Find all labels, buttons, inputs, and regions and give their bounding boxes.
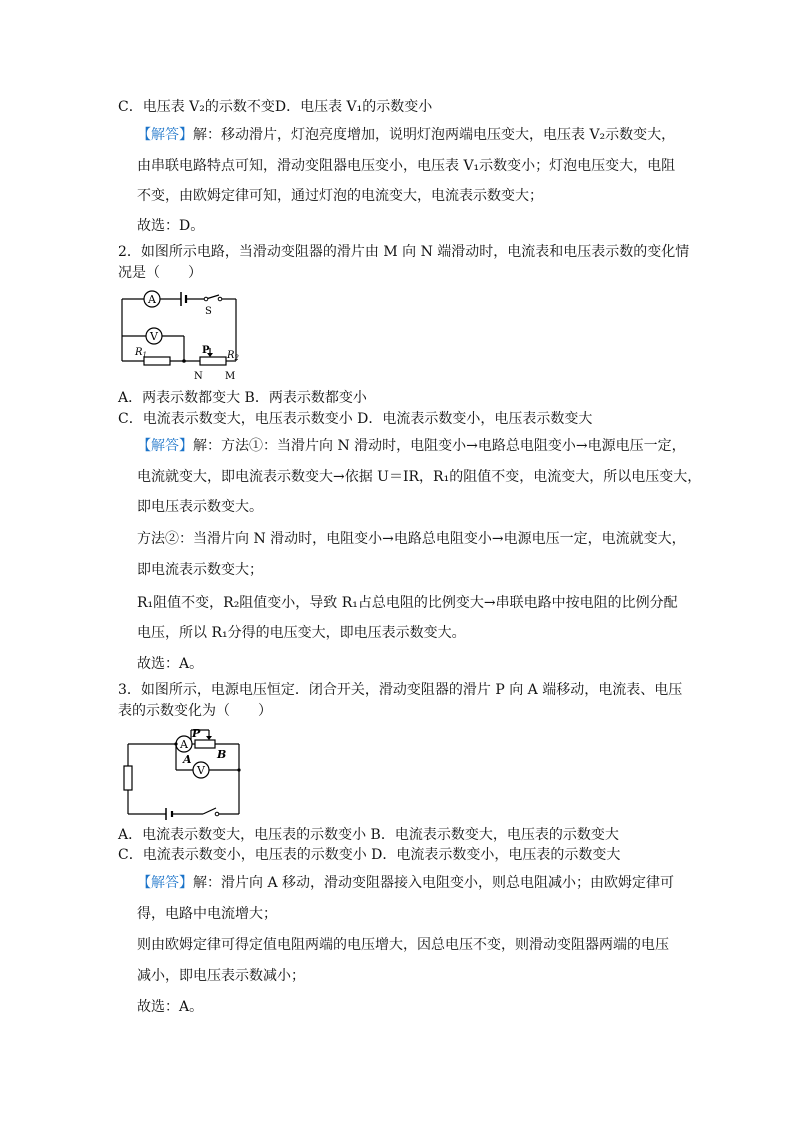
q2-answer-line-5: 即电流表示数变大； <box>137 562 263 578</box>
voltmeter-label: V <box>150 330 158 343</box>
slider-label: P <box>192 727 201 740</box>
q3-option-cd: C．电流表示数变小，电压表的示数变小 D．电流表示数变小，电压表的示数变大 <box>118 847 621 863</box>
q2-stem-line-2: 况是（ ） <box>118 265 202 281</box>
q2-answer-line-3: 即电压表示数变大。 <box>137 499 263 515</box>
answer-tag: 【解答】 <box>137 127 193 143</box>
ammeter-label: A <box>180 738 188 751</box>
answer-tag: 【解答】 <box>137 875 193 891</box>
q1-answer-line-2: 由串联电路特点可知，滑动变阻器电压变小，电压表 V₁示数变小；灯泡电压变大，电阻 <box>137 158 676 174</box>
q2-answer-line-4: 方法②：当滑片向 N 滑动时，电阻变小→电路总电阻变小→电源电压一定，电流就变大， <box>137 531 686 547</box>
r2-label: $R_2$ <box>227 350 239 362</box>
voltmeter-label: V <box>197 764 205 777</box>
q1-answer-line-3: 不变，由欧姆定律可知，通过灯泡的电流变大，电流表示数变大； <box>137 188 543 204</box>
q2-option-ab: A．两表示数都变大 B．两表示数都变小 <box>118 390 367 406</box>
q3-answer-line-4: 减小，即电压表示数减小； <box>137 968 305 984</box>
slider-label: P <box>202 345 210 356</box>
q3-circuit-diagram <box>120 722 250 820</box>
switch-label: S <box>205 306 212 317</box>
q1-option-cd: C．电压表 V₂的示数不变D．电压表 V₁的示数变小 <box>118 99 433 115</box>
q2-answer-line-1: 【解答】解：方法①：当滑片向 N 滑动时，电阻变小→电路总电阻变小→电源电压一定， <box>137 438 686 454</box>
q3-answer-line-1: 【解答】解：滑片向 A 移动，滑动变阻器接入电阻变小，则总电阻减小；由欧姆定律可 <box>137 875 675 891</box>
q3-answer-line-3: 则由欧姆定律可得定值电阻两端的电压增大，因总电压不变，则滑动变阻器两端的电压 <box>137 937 669 953</box>
q2-answer-line-7: 电压，所以 R₁分得的电压变大，即电压表示数变大。 <box>137 625 466 641</box>
q2-option-cd: C．电流表示数变大，电压表示数变小 D．电流表示数变小，电压表示数变大 <box>118 411 593 427</box>
ammeter-label: A <box>148 293 156 306</box>
answer-tag: 【解答】 <box>137 438 193 454</box>
r1-label: $R_1$ <box>135 347 147 359</box>
q3-option-ab: A．电流表示数变大，电压表的示数变小 B．电流表示数变大，电压表的示数变大 <box>118 827 619 843</box>
q2-answer-line-2: 电流就变大，即电流表示数变大→依据 U＝IR，R₁的阻值不变，电流变大，所以电压变大， <box>137 469 702 485</box>
q1-answer-line-1: 【解答】解：移动滑片，灯泡亮度增加，说明灯泡两端电压变大，电压表 V₂示数变大， <box>137 127 676 143</box>
q2-answer-line-6: R₁阻值不变，R₂阻值变小，导致 R₁占总电阻的比例变大→串联电路中按电阻的比例分配 <box>137 595 678 611</box>
q2-circuit-diagram <box>115 286 250 386</box>
end-n-label: N <box>194 371 203 382</box>
end-b-label: B <box>217 748 227 761</box>
q2-stem-line-1: 2．如图所示电路，当滑动变阻器的滑片由 M 向 N 端滑动时，电流表和电压表示数的变化情 <box>118 244 690 260</box>
q3-stem-line-1: 3．如图所示，电源电压恒定．闭合开关，滑动变阻器的滑片 P 向 A 端移动，电流表、电压 <box>118 682 683 698</box>
q3-answer-line-2: 得，电路中电流增大； <box>137 906 277 922</box>
q2-answer-line-8: 故选：A。 <box>137 656 204 672</box>
q1-answer-line-4: 故选：D。 <box>137 218 205 234</box>
q3-stem-line-2: 表的示数变化为（ ） <box>118 703 272 719</box>
end-a-label: A <box>183 753 192 766</box>
end-m-label: M <box>225 371 236 382</box>
q3-answer-line-5: 故选：A。 <box>137 999 204 1015</box>
